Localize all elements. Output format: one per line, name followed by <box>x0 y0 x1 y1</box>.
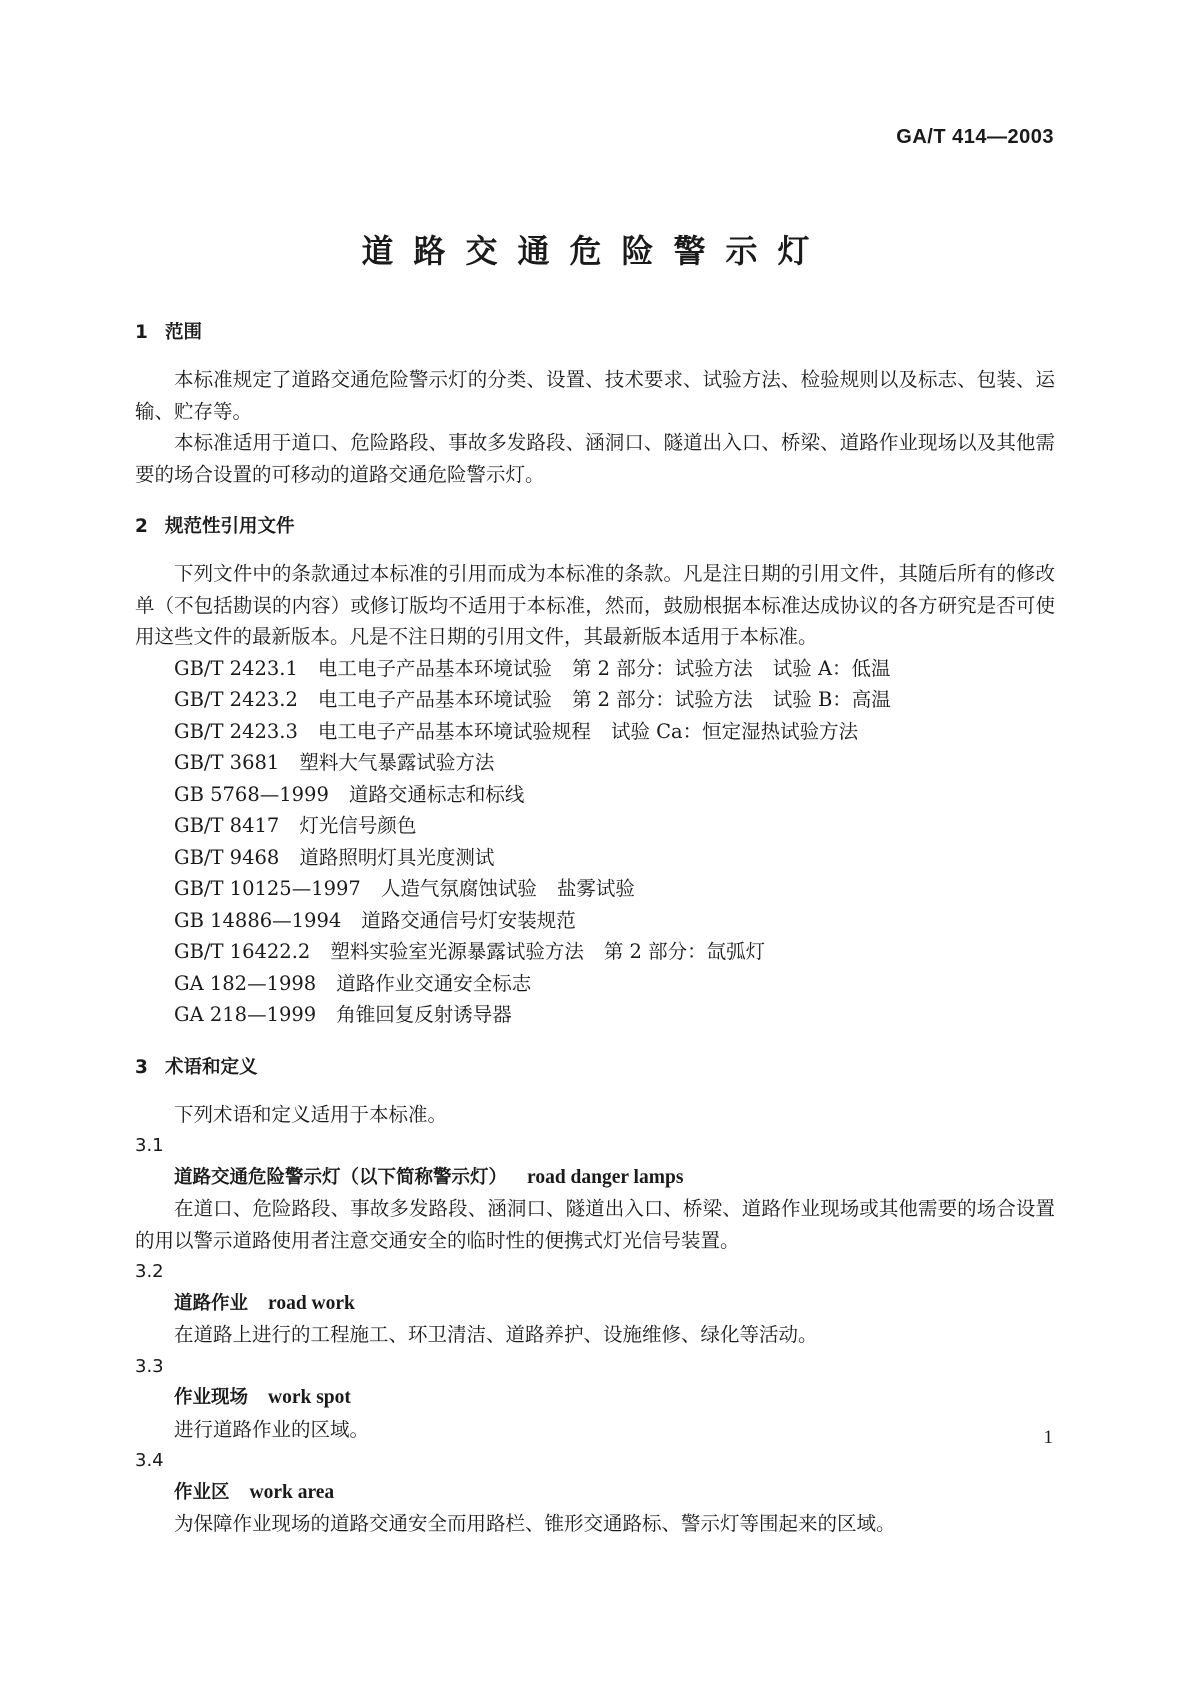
section-title: 规范性引用文件 <box>165 516 295 537</box>
reference-part: 盐雾试验 <box>556 877 635 900</box>
reference-list <box>135 653 1055 1031</box>
reference-code: GB/T 8417 <box>174 814 280 837</box>
term-definition: 为保障作业现场的道路交通安全而用路栏、锥形交通路标、警示灯等围起来的区域。 <box>174 1512 896 1535</box>
section-heading <box>135 512 1055 542</box>
term-zh: 作业现场 <box>174 1387 249 1408</box>
reference-code: GB/T 3681 <box>174 751 280 774</box>
paragraph: 本标准适用于道口、危险路段、事故多发路段、涵洞口、隧道出入口、桥梁、道路作业现场以及其他需要的场合设置的可移动的道路交通危险警示灯。 <box>135 431 1055 486</box>
term-name <box>135 1477 1055 1509</box>
reference-title: 道路照明灯具光度测试 <box>299 845 495 869</box>
section-title: 术语和定义 <box>165 1056 258 1078</box>
term-entry <box>135 1351 1055 1446</box>
reference-part: 第 2 部分：试验方法 <box>571 688 753 711</box>
term-en: road danger lamps <box>527 1166 684 1188</box>
reference-item <box>135 999 1055 1031</box>
term-entry <box>135 1445 1055 1540</box>
term-definition: 在道口、危险路段、事故多发路段、涵洞口、隧道出入口、桥梁、道路作业现场或其他需要的场合设置的用以警示道路使用者注意交通安全的临时性的便携式灯光信号装置。 <box>135 1197 1055 1252</box>
reference-item <box>135 936 1055 968</box>
reference-code: GA 182—1998 <box>174 971 317 995</box>
reference-item <box>135 842 1055 874</box>
reference-title: 道路作业交通安全标志 <box>336 971 532 995</box>
reference-item <box>135 779 1055 811</box>
reference-code: GB/T 2423.2 <box>174 688 298 711</box>
reference-code: GB/T 2423.3 <box>174 719 298 743</box>
reference-code: GB 14886—1994 <box>174 908 342 932</box>
reference-item <box>135 810 1055 842</box>
section-number: 3 <box>135 1056 148 1078</box>
reference-title: 道路交通标志和标线 <box>348 782 525 806</box>
term-number: 3.2 <box>135 1261 164 1282</box>
term-number: 3.1 <box>135 1135 164 1156</box>
reference-item <box>135 873 1055 905</box>
reference-code: GB/T 10125—1997 <box>174 877 361 900</box>
reference-item <box>135 653 1055 685</box>
reference-item <box>135 905 1055 937</box>
paragraph: 下列文件中的条款通过本标准的引用而成为本标准的条款。凡是注日期的引用文件，其随后所有的修改单（不包括勘误的内容）或修订版均不适用于本标准，然而，鼓励根据本标准达成协议的各方研究是否可使用这些文件的最新版本。凡是不注日期的引用文件，其最新版本适用于本标准。 <box>135 562 1055 648</box>
paragraph: 下列术语和定义适用于本标准。 <box>174 1102 448 1126</box>
reference-code: GA 218—1999 <box>174 1003 317 1026</box>
reference-item <box>135 684 1055 716</box>
reference-title: 电工电子产品基本环境试验 <box>317 688 552 711</box>
section-title: 范围 <box>165 322 203 343</box>
reference-item <box>135 716 1055 748</box>
term-number: 3.3 <box>135 1355 164 1377</box>
reference-title: 道路交通信号灯安装规范 <box>361 908 576 932</box>
reference-code: GB/T 16422.2 <box>174 940 311 963</box>
term-zh: 作业区 <box>174 1481 230 1503</box>
term-definition: 在道路上进行的工程施工、环卫清洁、道路养护、设施维修、绿化等活动。 <box>174 1323 818 1346</box>
reference-code: GB/T 9468 <box>174 845 280 869</box>
page-number: 1 <box>1043 1427 1053 1448</box>
reference-title: 塑料大气暴露试验方法 <box>299 751 495 774</box>
reference-part: 试验 Ca：恒定湿热试验方法 <box>610 719 859 743</box>
section-heading <box>135 318 1055 348</box>
reference-code: GB/T 2423.1 <box>174 656 298 680</box>
term-definition: 进行道路作业的区域。 <box>174 1417 370 1441</box>
term-entry <box>135 1256 1055 1351</box>
section-heading <box>135 1053 1055 1083</box>
term-name <box>135 1382 1055 1414</box>
term-number: 3.4 <box>135 1450 164 1471</box>
reference-part: 第 2 部分：氙弧灯 <box>603 940 766 963</box>
term-name <box>135 1162 1055 1194</box>
term-en: road work <box>268 1292 355 1314</box>
reference-sub: 试验 B：高温 <box>772 688 891 711</box>
term-name <box>135 1288 1055 1320</box>
section-number: 1 <box>135 322 148 343</box>
document-body <box>135 318 1055 1540</box>
reference-title: 人造气氛腐蚀试验 <box>380 877 537 900</box>
reference-item <box>135 747 1055 779</box>
reference-title: 灯光信号颜色 <box>299 814 417 837</box>
section-number: 2 <box>135 516 148 537</box>
term-zh: 道路交通危险警示灯（以下简称警示灯） <box>174 1166 508 1188</box>
paragraph: 本标准规定了道路交通危险警示灯的分类、设置、技术要求、试验方法、检验规则以及标志、包装、运输、贮存等。 <box>135 368 1055 423</box>
term-en: work spot <box>268 1387 351 1408</box>
reference-code: GB 5768—1999 <box>174 782 329 806</box>
reference-sub: 试验 A：低温 <box>772 656 891 680</box>
reference-title: 电工电子产品基本环境试验 <box>317 656 552 680</box>
standard-code: GA/T 414—2003 <box>896 126 1054 148</box>
term-entry <box>135 1130 1055 1256</box>
reference-part: 第 2 部分：试验方法 <box>571 656 753 680</box>
term-zh: 道路作业 <box>174 1292 249 1314</box>
reference-title: 电工电子产品基本环境试验规程 <box>317 719 591 743</box>
reference-item <box>135 968 1055 1000</box>
reference-title: 塑料实验室光源暴露试验方法 <box>330 940 584 963</box>
reference-title: 角锥回复反射诱导器 <box>336 1003 512 1026</box>
term-en: work area <box>249 1481 335 1503</box>
document-title: 道路交通危险警示灯 <box>361 232 830 270</box>
